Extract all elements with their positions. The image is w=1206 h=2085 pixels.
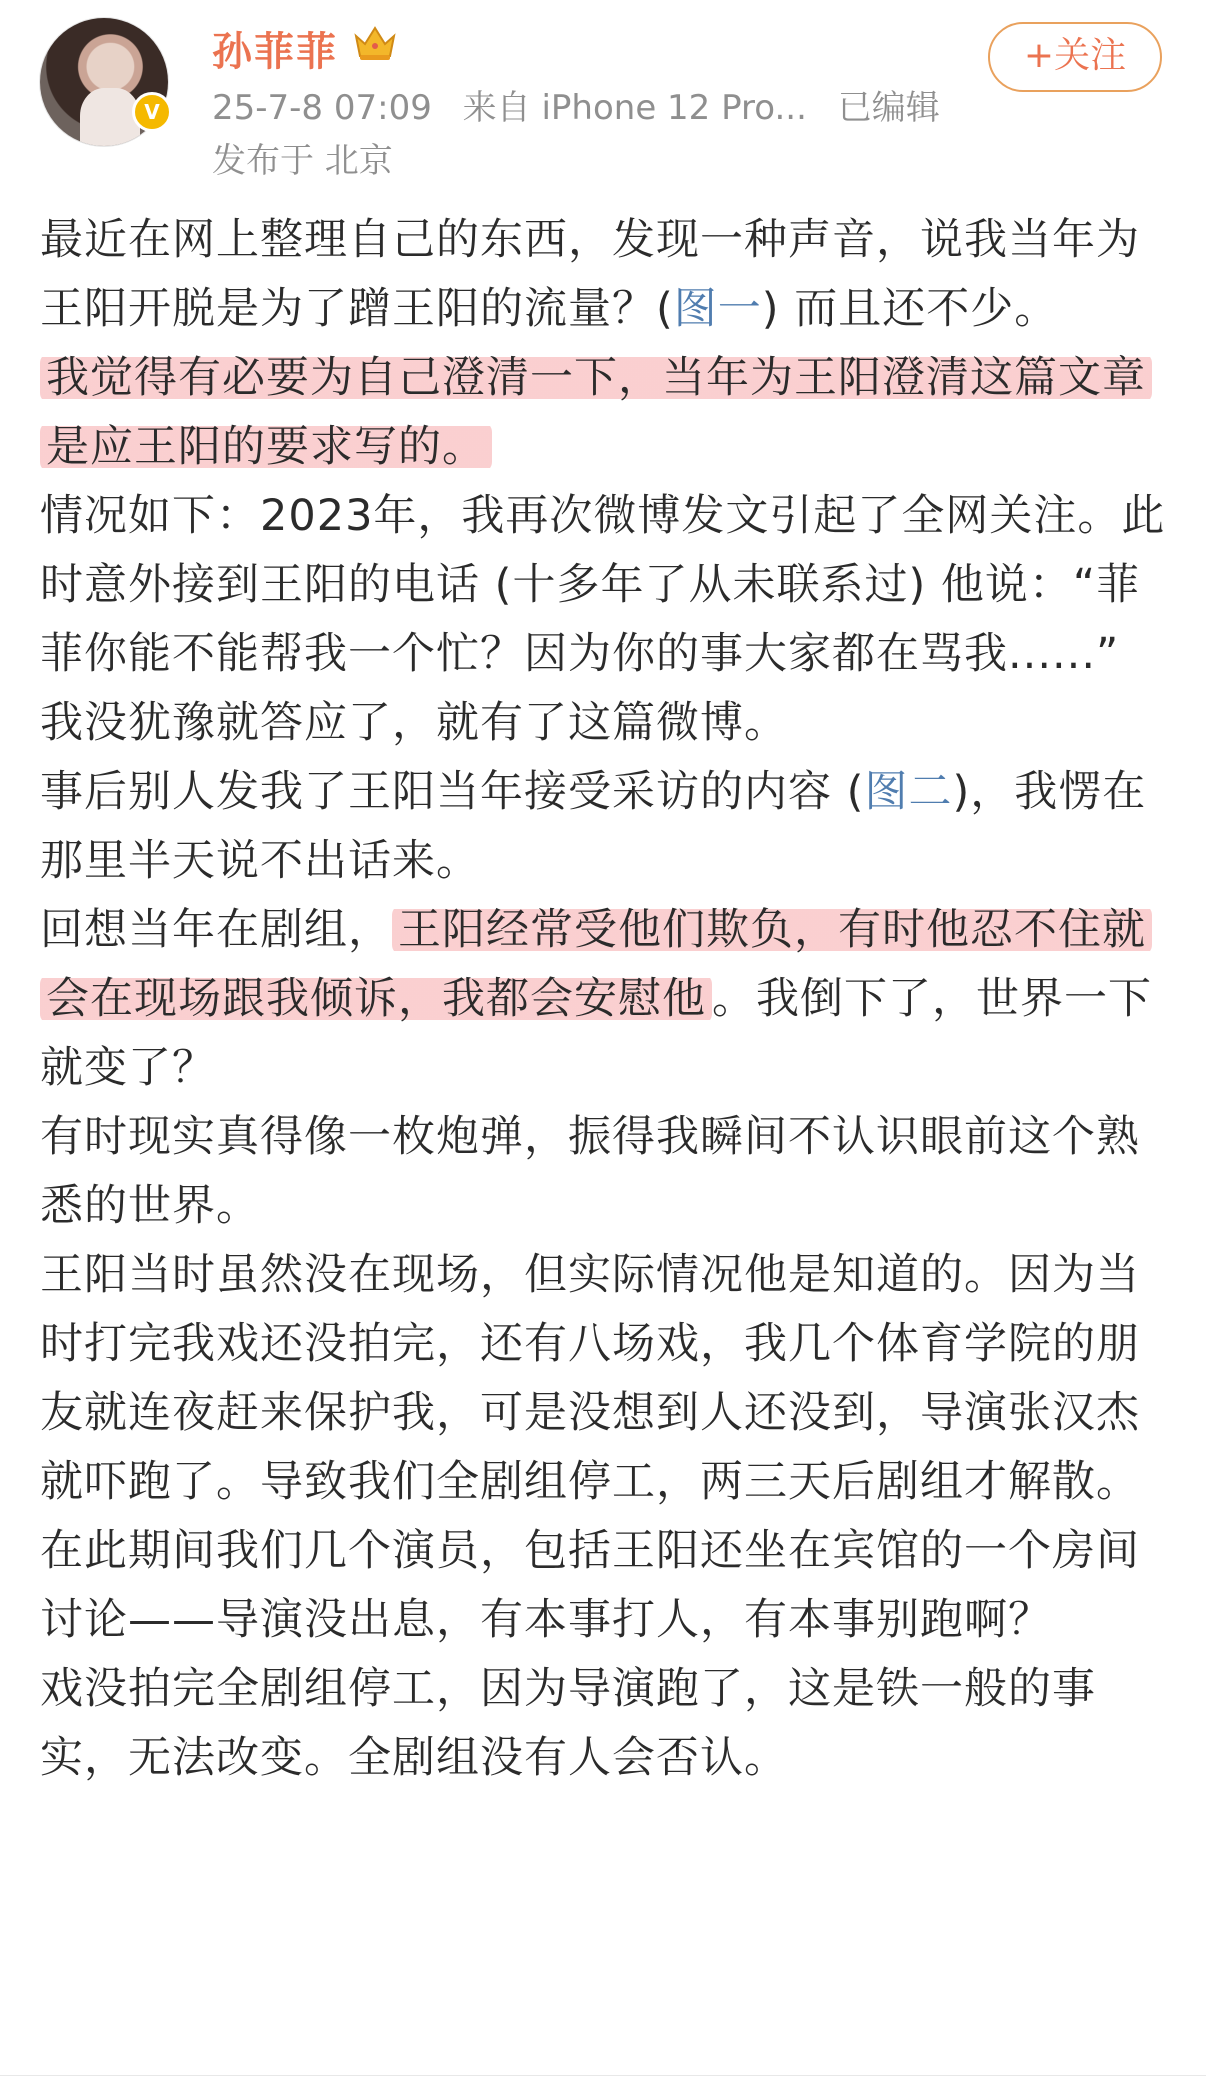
paragraph-2 bbox=[40, 344, 1170, 482]
paragraph-5-text-b: )，我愣在那里半天说不出话来。 bbox=[40, 767, 1147, 886]
divider bbox=[0, 2075, 1206, 2076]
paragraph-1-text-a: 最近在网上整理自己的东西，发现一种声音，说我当年为王阳开脱是为了蹭王阳的流量？( bbox=[40, 215, 1140, 334]
post-location: 发布于 北京 bbox=[212, 141, 393, 181]
post-edited: 已编辑 bbox=[837, 88, 940, 128]
highlight-2: 王阳经常受他们欺负，有时他忍不住就会在现场跟我倾诉，我都会安慰他 bbox=[40, 905, 1152, 1024]
paragraph-4: 我没犹豫就答应了，就有了这篇微博。 bbox=[40, 698, 788, 748]
paragraph-7: 有时现实真得像一枚炮弹，振得我瞬间不认识眼前这个熟悉的世界。 bbox=[40, 1112, 1140, 1231]
image-link-1[interactable]: 图一 bbox=[673, 284, 762, 334]
paragraph-3: 情况如下：2023年，我再次微博发文引起了全网关注。此时意外接到王阳的电话 (十多年了从未联系过) 他说：“菲菲你能不能帮我一个忙？因为你的事大家都在骂我......” bbox=[40, 491, 1166, 679]
post-source: 来自 iPhone 12 Pro... bbox=[462, 88, 807, 128]
paragraph-10: 戏没拍完全剧组停工，因为导演跑了，这是铁一般的事实，无法改变。全剧组没有人会否认。 bbox=[40, 1664, 1096, 1783]
image-link-2[interactable]: 图二 bbox=[864, 767, 953, 817]
crown-icon bbox=[352, 22, 398, 62]
paragraph-5-text-a: 事后别人发我了王阳当年接受采访的内容 ( bbox=[40, 767, 865, 817]
paragraph-5 bbox=[40, 758, 1170, 896]
paragraph-6 bbox=[40, 896, 1170, 1103]
paragraph-6-text-b: 。我倒下了，世界一下就变了？ bbox=[40, 974, 1152, 1093]
post-content bbox=[40, 206, 1170, 1793]
highlight-1: 我觉得有必要为自己澄清一下，当年为王阳澄清这篇文章是应王阳的要求写的。 bbox=[40, 353, 1152, 472]
paragraph-1-text-b: ) 而且还不少。 bbox=[761, 284, 1059, 334]
paragraph-1 bbox=[40, 206, 1170, 344]
paragraph-8: 王阳当时虽然没在现场，但实际情况他是知道的。因为当时打完我戏还没拍完，还有八场戏，我几个体育学院的朋友就连夜赶来保护我，可是没想到人还没到，导演张汉杰就吓跑了。导致我们全剧组停工，两三天后剧组才解散。 bbox=[40, 1250, 1140, 1507]
paragraph-6-text-a: 回想当年在剧组， bbox=[40, 905, 392, 955]
follow-button[interactable]: +关注 bbox=[988, 22, 1162, 92]
paragraph-9: 在此期间我们几个演员，包括王阳还坐在宾馆的一个房间讨论——导演没出息，有本事打人，有本事别跑啊？ bbox=[40, 1526, 1140, 1645]
post-header bbox=[0, 0, 1206, 190]
author-name[interactable]: 孙菲菲 bbox=[212, 29, 338, 75]
post-timestamp: 25-7-8 07:09 bbox=[212, 88, 432, 128]
post-meta bbox=[212, 80, 960, 129]
verified-badge-icon: V bbox=[132, 92, 172, 132]
